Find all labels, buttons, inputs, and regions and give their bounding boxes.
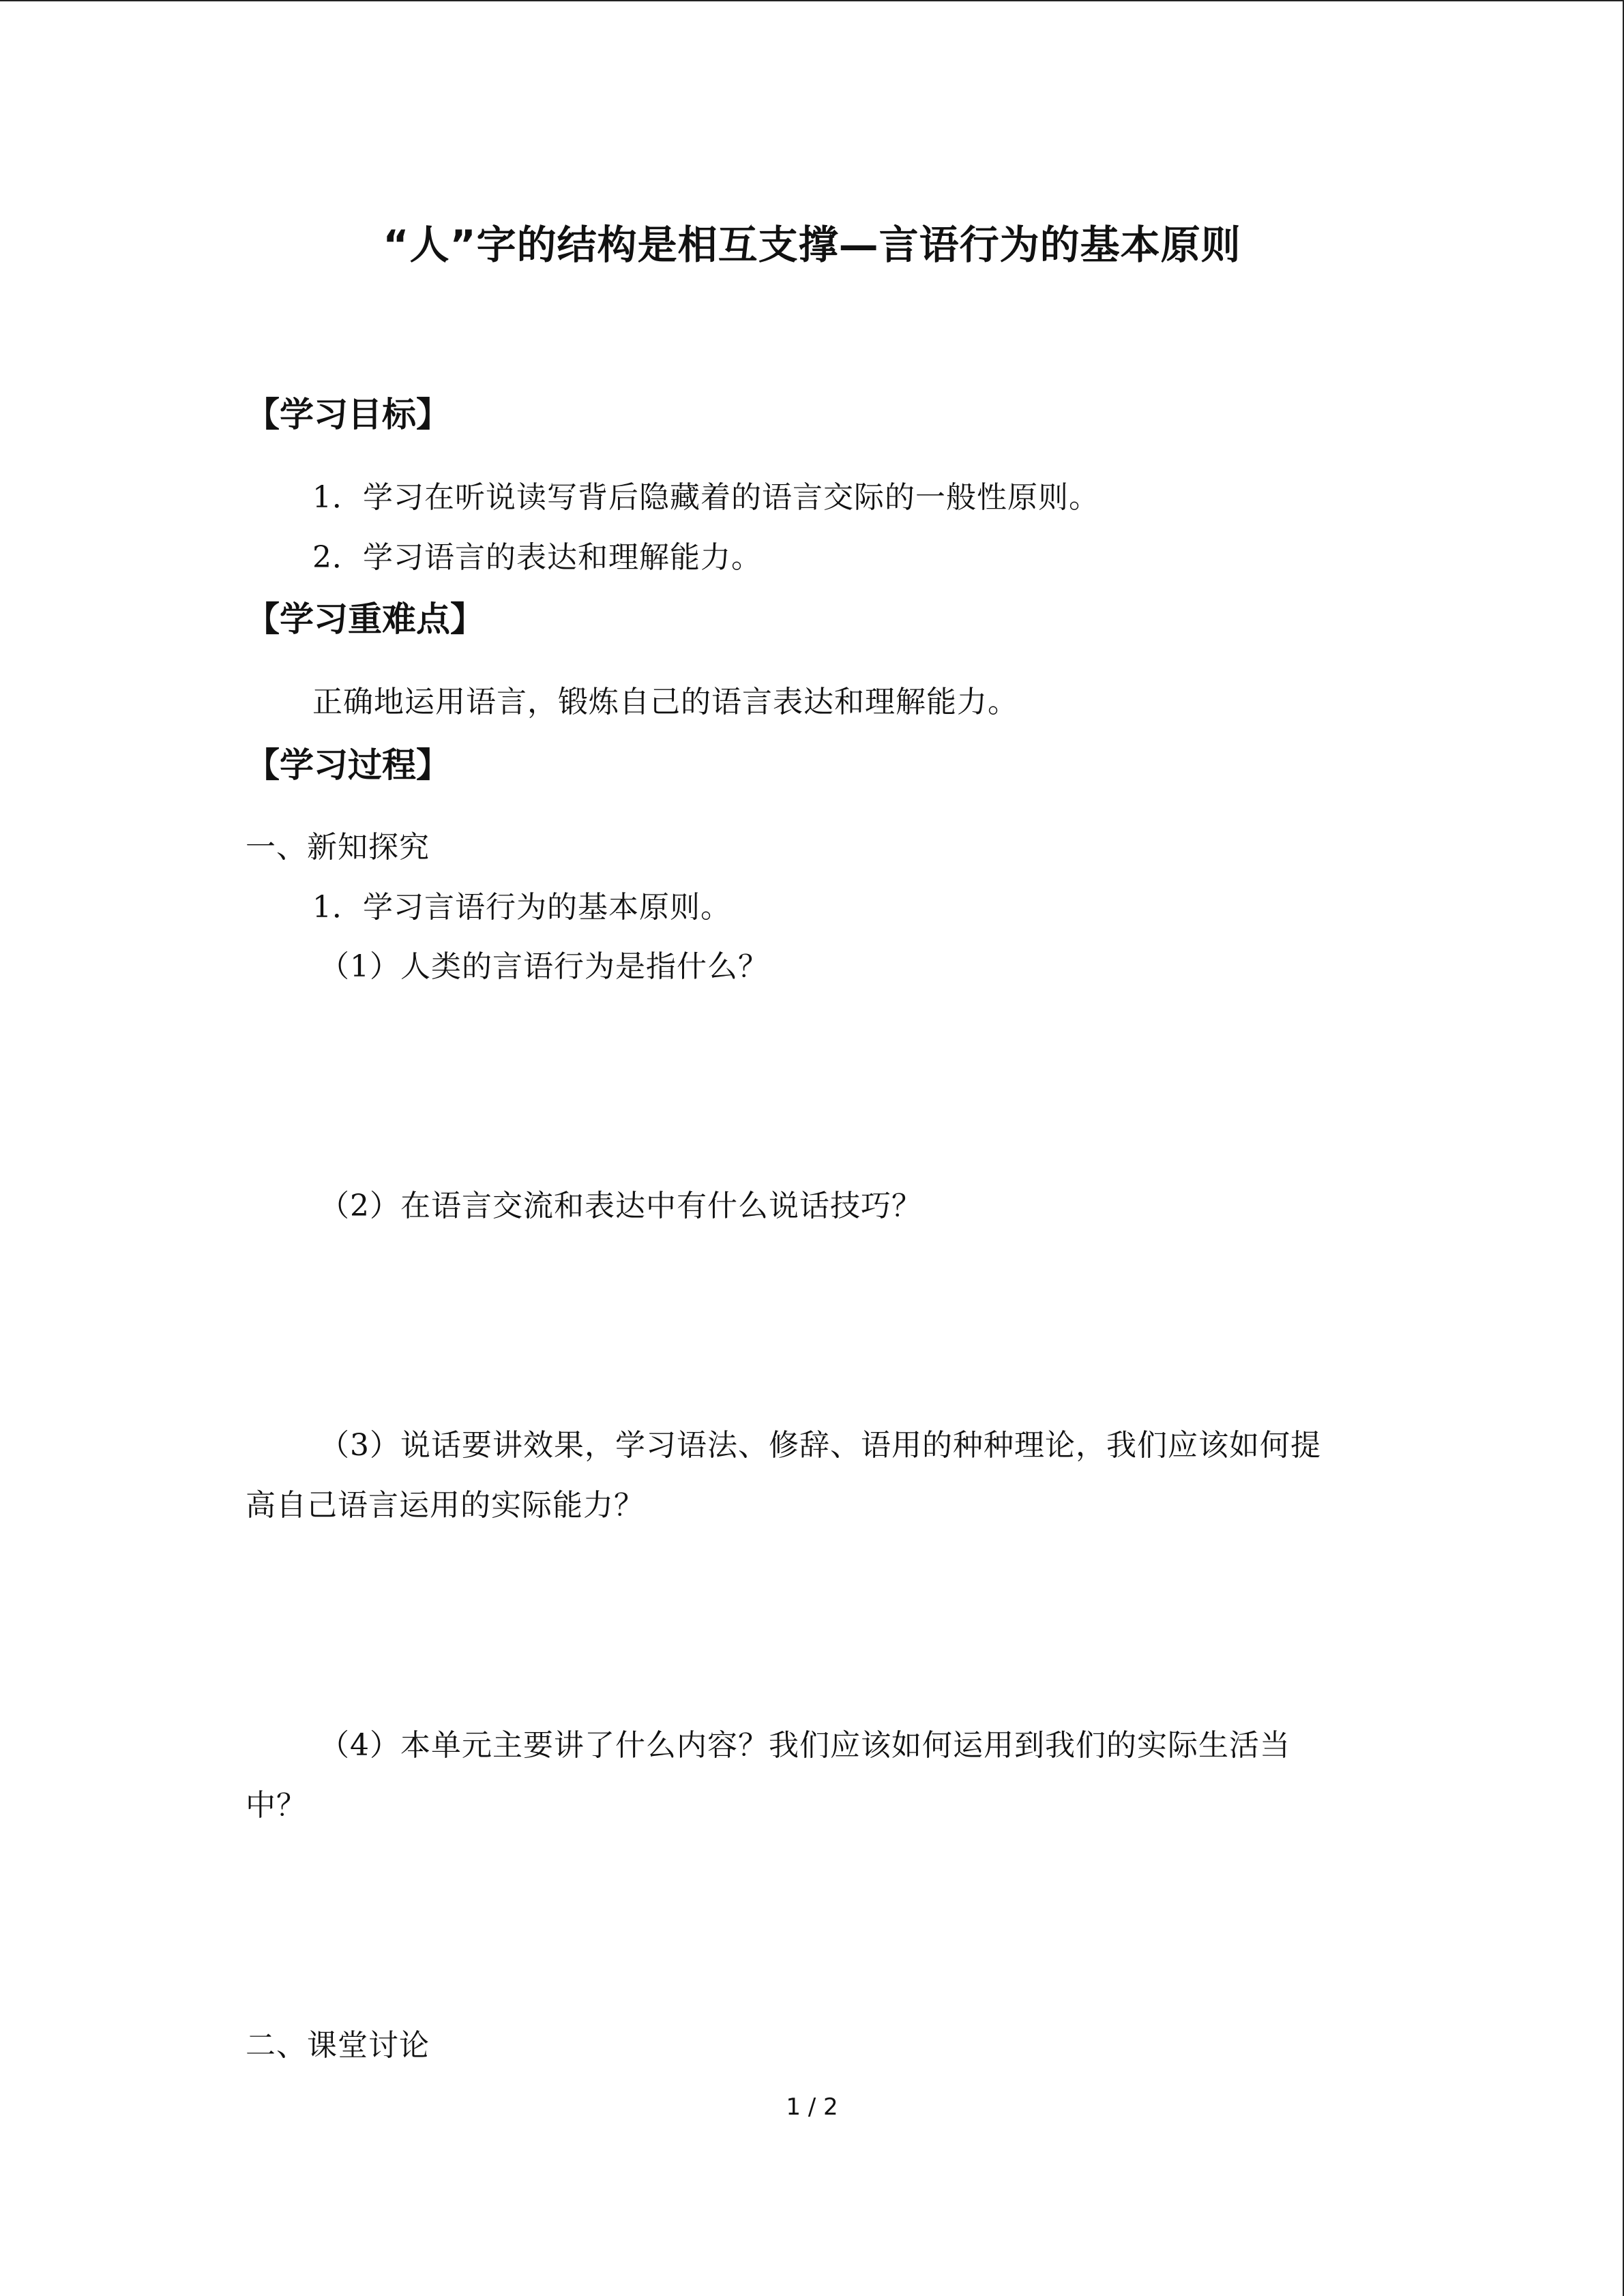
part-one-title: 一、新知探究 [246,830,430,865]
page-number: 1 / 2 [786,2093,838,2121]
question-2: （2）在语言交流和表达中有什么说话技巧？ [319,1189,922,1223]
question-4-line-1: （4）本单元主要讲了什么内容？我们应该如何运用到我们的实际生活当 [319,1728,1290,1763]
process-item-1: 1．学习言语行为的基本原则。 [312,890,731,925]
key-points-text: 正确地运用语言，锻炼自己的语言表达和理解能力。 [312,685,1018,719]
question-3-line-2: 高自己语言运用的实际能力？ [246,1488,645,1523]
objective-item-1: 1．学习在听说读写背后隐藏着的语言交际的一般性原则。 [312,480,1099,515]
heading-learning-process: 【学习过程】 [246,745,450,785]
question-4-line-2: 中？ [246,1788,307,1823]
part-two-title: 二、课堂讨论 [246,2028,430,2063]
question-3-line-1: （3）说话要讲效果，学习语法、修辞、语用的种种理论，我们应该如何提 [319,1428,1321,1463]
document-title: “人”字的结构是相互支撑—言语行为的基本原则 [383,222,1241,268]
heading-key-points: 【学习重难点】 [246,599,484,639]
objective-item-2: 2．学习语言的表达和理解能力。 [312,540,762,575]
heading-learning-objectives: 【学习目标】 [246,395,450,434]
question-1: （1）人类的言语行为是指什么？ [319,949,769,984]
